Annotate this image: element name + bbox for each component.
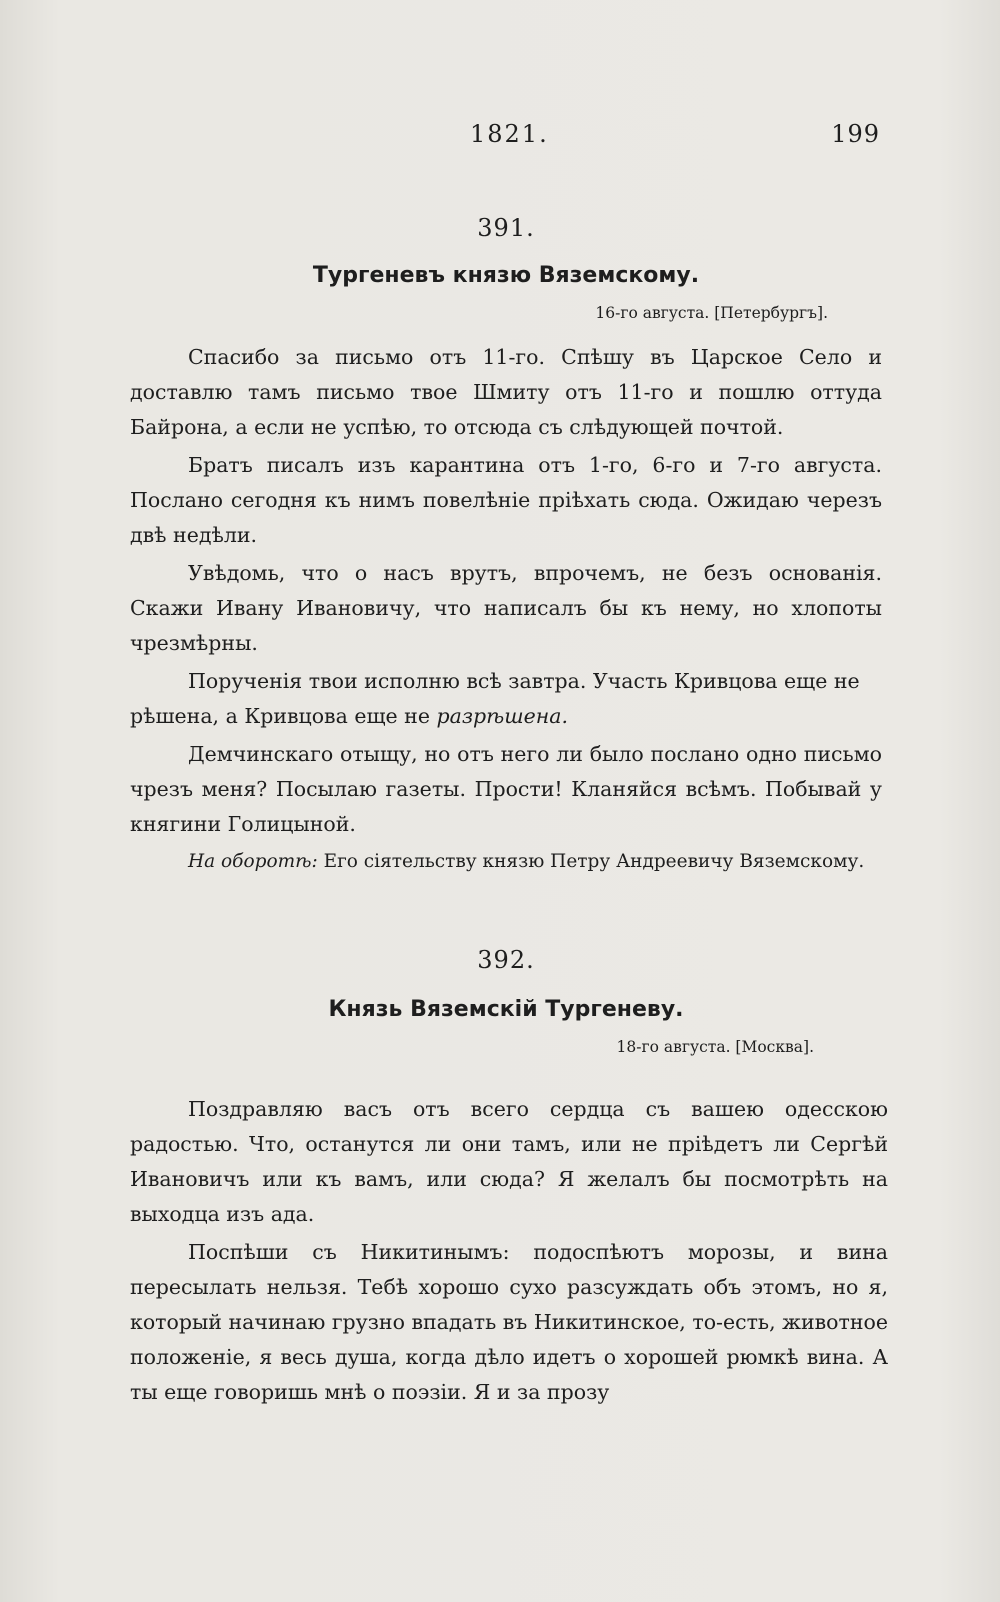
- letter-number: 392.: [477, 946, 535, 974]
- paragraph: [130, 664, 882, 734]
- running-header: [130, 120, 880, 160]
- endorsement-label: На оборотѣ:: [188, 851, 318, 872]
- paragraph: Спасибо за письмо отъ 11-го. Спѣшу въ Царское Село и доставлю тамъ письмо твое Шмиту отъ 11-го и пошлю оттуда Байрона, а если не успѣю, то отсюда съ слѣдующей почтой.: [130, 345, 882, 439]
- letter-date: 16-го августа. [Петербургъ].: [595, 304, 828, 322]
- paragraph: Поздравляю васъ отъ всего сердца съ вашею одесскою радостью. Что, останутся ли они тамъ, или не пріѣдетъ ли Сергѣй Ивановичъ или къ вамъ, или сюда? Я желалъ бы посмотрѣть на выходца изъ ада.: [130, 1097, 888, 1226]
- letter-title: Князь Вяземскій Тургеневу.: [328, 997, 684, 1022]
- page-number: 199: [831, 120, 880, 148]
- paragraph: Поспѣши съ Никитинымъ: подоспѣютъ морозы, и вина пересылать нельзя. Тебѣ хорошо сухо разсуждать объ этомъ, но я, который начинаю грузно впадать въ Никитинское, то-есть, животное положеніе, я весь душа, когда дѣло идетъ о хорошей рюмкѣ вина. А ты еще говоришь мнѣ о поэзіи. Я и за прозу: [130, 1240, 888, 1404]
- paragraph-text: Порученія твои исполню всѣ завтра. Участь Кривцова еще не рѣшена, а Кривцова еще не: [130, 669, 860, 728]
- endorsement: [130, 846, 882, 878]
- letter-391: [130, 208, 882, 897]
- spacer: [130, 1064, 882, 1092]
- endorsement-text: Его сіятельству князю Петру Андреевичу Вяземскому.: [323, 851, 865, 872]
- spacer: [130, 330, 882, 340]
- paragraph: Демчинскаго отыщу, но отъ него ли было послано одно письмо чрезъ меня? Посылаю газеты. Прости! Кланяйся всѣмъ. Побывай у княгини Голицыной.: [130, 742, 882, 836]
- paragraph: Увѣдомь, что о насъ врутъ, впрочемъ, не безъ основанія. Скажи Ивану Ивановичу, что написалъ бы къ нему, но хлопоты чрезмѣрны.: [130, 561, 882, 655]
- running-header-year: 1821.: [470, 120, 549, 148]
- paragraph-italic-word: разрѣшена.: [436, 704, 569, 728]
- paragraph: Братъ писалъ изъ карантина отъ 1-го, 6-го и 7-го августа. Послано сегодня къ нимъ повелѣніе пріѣхать сюда. Ожидаю черезъ двѣ недѣли.: [130, 453, 882, 547]
- letter-date: 18-го августа. [Москва].: [616, 1038, 814, 1056]
- letter-number: 391.: [477, 214, 535, 242]
- letter-392: [130, 940, 888, 1413]
- letter-title: Тургеневъ князю Вяземскому.: [312, 263, 700, 288]
